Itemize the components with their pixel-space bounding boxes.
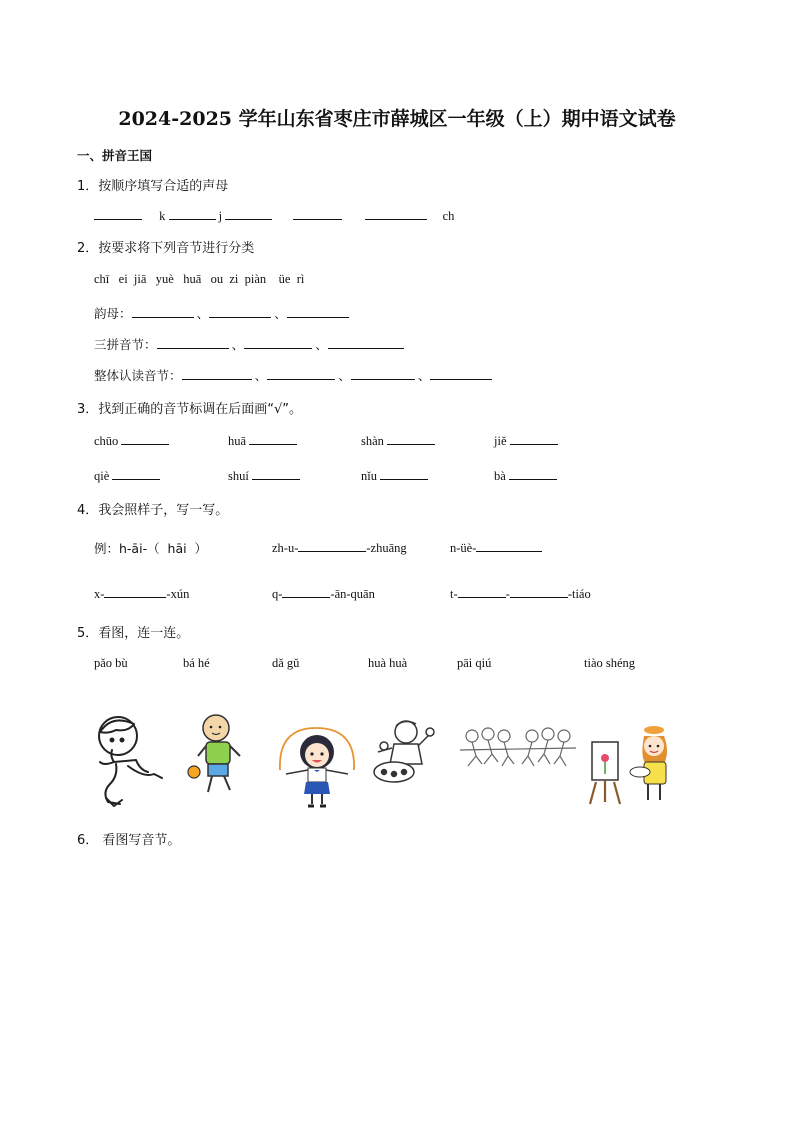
- painting-girl-drawing[interactable]: [586, 722, 676, 806]
- syllable: qiè: [94, 469, 110, 483]
- syllable: bà: [494, 469, 506, 483]
- separator: 、: [315, 337, 328, 352]
- question-1-prompt: 1．按顺序填写合适的声母: [77, 179, 229, 194]
- answer-blank[interactable]: [267, 367, 335, 380]
- answer-blank[interactable]: [387, 432, 435, 445]
- spell-prefix: zh-u-: [272, 541, 299, 555]
- syllable-list: chī ei jiā yuè huā ou zi piàn üe rì: [94, 272, 305, 286]
- tone-item: [361, 432, 435, 449]
- answer-blank[interactable]: [509, 467, 557, 480]
- answer-blank[interactable]: [252, 467, 300, 480]
- syllable: chūo: [94, 434, 119, 448]
- answer-blank[interactable]: [282, 585, 330, 598]
- spell-suffix: -tiáo: [567, 587, 591, 601]
- tug-of-war-drawing[interactable]: [458, 722, 578, 772]
- answer-blank[interactable]: [510, 585, 568, 598]
- syllable: shuí: [228, 469, 249, 483]
- spell-prefix: x-: [94, 587, 105, 601]
- answer-blank[interactable]: [380, 467, 428, 480]
- answer-blank[interactable]: [244, 336, 312, 349]
- example-row: [94, 539, 207, 557]
- spell-prefix: n-üè-: [450, 541, 477, 555]
- answer-blank[interactable]: [209, 305, 271, 318]
- answer-blank[interactable]: [169, 207, 216, 220]
- yunmu-label: 韵母：: [94, 306, 132, 321]
- answer-blank[interactable]: [121, 432, 169, 445]
- answer-blank[interactable]: [94, 207, 142, 220]
- ball-child-drawing[interactable]: [186, 712, 242, 802]
- sanpin-row: [94, 335, 404, 353]
- spell-item: [450, 585, 591, 602]
- initial-ch: ch: [442, 209, 455, 223]
- answer-blank[interactable]: [225, 207, 272, 220]
- spell-prefix: q-: [272, 587, 283, 601]
- syllable: shàn: [361, 434, 384, 448]
- answer-blank[interactable]: [476, 539, 542, 552]
- spell-prefix: t-: [450, 587, 458, 601]
- match-word: pǎo bù: [94, 656, 128, 670]
- separator: 、: [274, 306, 287, 321]
- answer-blank[interactable]: [458, 585, 506, 598]
- tone-item: [494, 432, 558, 449]
- answer-blank[interactable]: [104, 585, 166, 598]
- zhengti-label: 整体认读音节：: [94, 368, 182, 383]
- match-word: tiào shéng: [584, 656, 636, 670]
- spell-item: [450, 539, 542, 556]
- spell-item: [272, 585, 375, 602]
- answer-blank[interactable]: [132, 305, 194, 318]
- spell-suffix: -zhuāng: [366, 541, 407, 555]
- question-6-prompt: 6． 看图写音节。: [77, 833, 181, 848]
- question-3-prompt: 3．找到正确的音节标调在后面画“√”。: [77, 402, 303, 417]
- tone-item: [228, 467, 300, 484]
- page-title: 2024-2025 学年山东省枣庄市薛城区一年级（上）期中语文试卷: [118, 108, 676, 130]
- tone-item: [494, 467, 557, 484]
- match-word: dǎ gǔ: [272, 656, 300, 670]
- tone-item: [228, 432, 297, 449]
- match-word: pāi qiú: [457, 656, 492, 670]
- example-text: 例：h-āi-（ hāi ）: [94, 541, 208, 556]
- syllable: jiě: [494, 434, 507, 448]
- zhengti-row: [94, 366, 492, 384]
- tone-item: [94, 467, 160, 484]
- spell-suffix: -ān-quān: [330, 587, 375, 601]
- separator: 、: [417, 368, 431, 383]
- syllable: nǐu: [361, 469, 377, 483]
- yunmu-row: [94, 304, 349, 322]
- answer-blank[interactable]: [298, 539, 366, 552]
- answer-blank[interactable]: [182, 367, 252, 380]
- question-2-prompt: 2．按要求将下列音节进行分类: [77, 241, 255, 256]
- question-1-line: [94, 207, 454, 224]
- spell-suffix: -xún: [166, 587, 190, 601]
- separator: 、: [254, 368, 268, 383]
- spell-item: [272, 539, 407, 556]
- spell-dash: -: [505, 587, 510, 601]
- separator: 、: [338, 368, 351, 383]
- tone-item: [361, 467, 428, 484]
- separator: 、: [231, 337, 245, 352]
- answer-blank[interactable]: [112, 467, 160, 480]
- answer-blank[interactable]: [365, 207, 427, 220]
- running-child-drawing[interactable]: [92, 712, 168, 810]
- answer-blank[interactable]: [287, 305, 349, 318]
- question-4-prompt: 4．我会照样子，写一写。: [77, 503, 229, 518]
- initial-j: j: [218, 209, 223, 223]
- answer-blank[interactable]: [249, 432, 297, 445]
- question-5-prompt: 5．看图，连一连。: [77, 626, 190, 641]
- section-heading: 一、拼音王国: [77, 148, 153, 163]
- answer-blank[interactable]: [351, 367, 415, 380]
- drum-boy-drawing[interactable]: [368, 716, 438, 788]
- answer-blank[interactable]: [293, 207, 342, 220]
- answer-blank[interactable]: [157, 336, 229, 349]
- jump-rope-girl-drawing[interactable]: [272, 722, 362, 810]
- answer-blank[interactable]: [328, 336, 404, 349]
- spell-item: [94, 585, 189, 602]
- syllable: huā: [228, 434, 247, 448]
- initial-k: k: [159, 209, 166, 223]
- answer-blank[interactable]: [430, 367, 492, 380]
- sanpin-label: 三拼音节：: [94, 337, 157, 352]
- tone-item: [94, 432, 169, 449]
- answer-blank[interactable]: [510, 432, 558, 445]
- match-word: bá hé: [183, 656, 210, 670]
- match-word: huà huà: [368, 656, 408, 670]
- separator: 、: [196, 306, 210, 321]
